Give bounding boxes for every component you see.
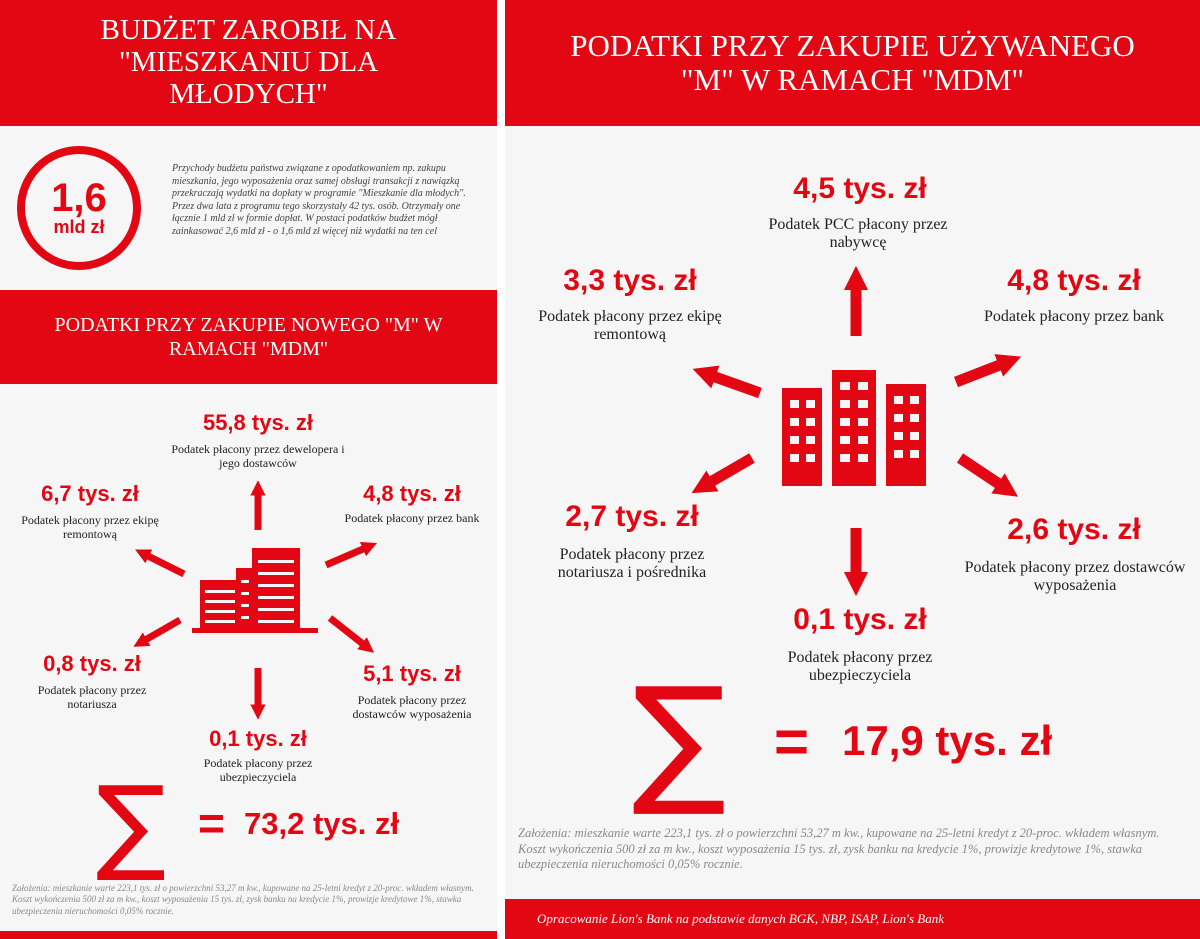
left-bottom-bar	[0, 931, 497, 939]
item-value: 0,1 tys. zł	[209, 726, 307, 751]
arrow-down-left	[140, 620, 180, 643]
item-label: Podatek płacony przez notariusza i pośrednika	[557, 546, 707, 582]
item-label: Podatek płacony przez bank	[344, 511, 480, 525]
right-header	[505, 0, 1200, 126]
item-value: 5,1 tys. zł	[363, 661, 461, 686]
right-sum-symbol: ∑	[632, 658, 727, 821]
building-icon-left	[192, 548, 318, 633]
item-label: Podatek PCC płacony przez nabywcę	[768, 216, 948, 252]
item-value: 2,6 tys. zł	[1007, 513, 1141, 546]
arrow-up-left	[704, 373, 760, 393]
left-header-title: BUDŻET ZAROBIŁ NA "MIESZKANIU DLA MŁODYCH"	[100, 14, 397, 110]
item-label: Podatek płacony przez ekipę remontową	[538, 308, 722, 344]
item-label: Podatek płacony przez ekipę remontową	[21, 513, 159, 541]
item-value: 3,3 tys. zł	[563, 264, 697, 297]
left-footnote: Założenia: mieszkanie warte 223,1 tys. zł o powierzchni 53,27 m kw., kupowane na 25-letni kredyt z 20-proc. wkładem własnym. Koszt wykończenia 500 zł za m kw., koszt wyposażenia 15 tys. zł, zysk banku na kredycie 1%, prowizje kredytowe 1%, stawka ubezpieczenia nieruchomości 0,05% rocznie.	[12, 883, 474, 916]
badge-unit: mld zł	[53, 217, 105, 238]
intro-text: Przychody budżetu państwa związane z opodatkowaniem np. zakupu mieszkania, jego wyposażenia oraz samej obsługi transakcji z nawiązką przekraczają wydatki na dopłaty w programie "Mieszkanie dla młodych". Przez dwa lata z programu tego skorzystały 42 tys. osób. Otrzymały one łącznie 1 mld zł w formie dopłat. W postaci podatków budżet mógł zainkasować 2,6 mld zł - o 1,6 mld zł więcej niż wydatki na ten cel	[172, 163, 466, 237]
arrow-up-right	[956, 361, 1010, 382]
right-footnote: Założenia: mieszkanie warte 223,1 tys. zł o powierzchni 53,27 m kw., kupowane na 25-letni kredyt z 20-proc. wkładem własnym. Koszt wykończenia 500 zł za m kw., koszt wyposażenia 15 tys. zł, zysk banku na kredycie 1%, prowizje kredytowe 1%, stawka ubezpieczenia nieruchomości 0,05% rocznie.	[518, 826, 1160, 872]
item-value: 55,8 tys. zł	[202, 410, 314, 435]
item-value: 4,8 tys. zł	[363, 481, 461, 506]
right-sum-value: 17,9 tys. zł	[842, 717, 1053, 764]
item-label: Podatek płacony przez dostawców wyposażenia	[352, 693, 472, 721]
item-label: Podatek płacony przez ubezpieczyciela	[203, 756, 313, 784]
arrow-up-right	[326, 546, 370, 565]
badge	[21, 150, 137, 266]
right-header-title: PODATKI PRZY ZAKUPIE UŻYWANEGO "M" W RAMACH "MDM"	[570, 27, 1135, 97]
item-value: 4,5 tys. zł	[793, 172, 927, 205]
item-label: Podatek płacony przez bank	[984, 308, 1164, 325]
right-sum-equals: =	[774, 708, 810, 775]
source-text: Opracowanie Lion's Bank na podstawie danych BGK, NBP, ISAP, Lion's Bank	[537, 911, 944, 926]
arrow-down-right	[960, 458, 1008, 490]
arrow-down-left	[702, 458, 752, 487]
item-label: Podatek płacony przez notariusza	[37, 683, 147, 711]
arrow-up-left	[142, 553, 184, 574]
building-icon-right	[782, 370, 926, 486]
left-section-title: PODATKI PRZY ZAKUPIE NOWEGO "M" W RAMACH "MDM"	[54, 314, 443, 360]
left-sum-symbol: ∑	[96, 763, 167, 885]
arrow-down-right	[330, 618, 368, 648]
item-value: 0,1 tys. zł	[793, 603, 927, 636]
left-sum-equals: =	[198, 797, 225, 849]
left-header	[0, 0, 497, 126]
item-value: 4,8 tys. zł	[1007, 264, 1141, 297]
badge-value: 1,6	[51, 176, 107, 221]
item-label: Podatek płacony przez dewelopera i jego dostawców	[171, 442, 345, 470]
right-source-bar	[505, 899, 1200, 939]
item-value: 2,7 tys. zł	[565, 500, 699, 533]
left-section-header	[0, 290, 497, 384]
item-value: 6,7 tys. zł	[41, 481, 139, 506]
item-value: 0,8 tys. zł	[43, 651, 141, 676]
item-label: Podatek płacony przez ubezpieczyciela	[787, 649, 933, 685]
left-sum-value: 73,2 tys. zł	[244, 806, 400, 841]
item-label: Podatek płacony przez dostawców wyposażenia	[964, 559, 1186, 595]
